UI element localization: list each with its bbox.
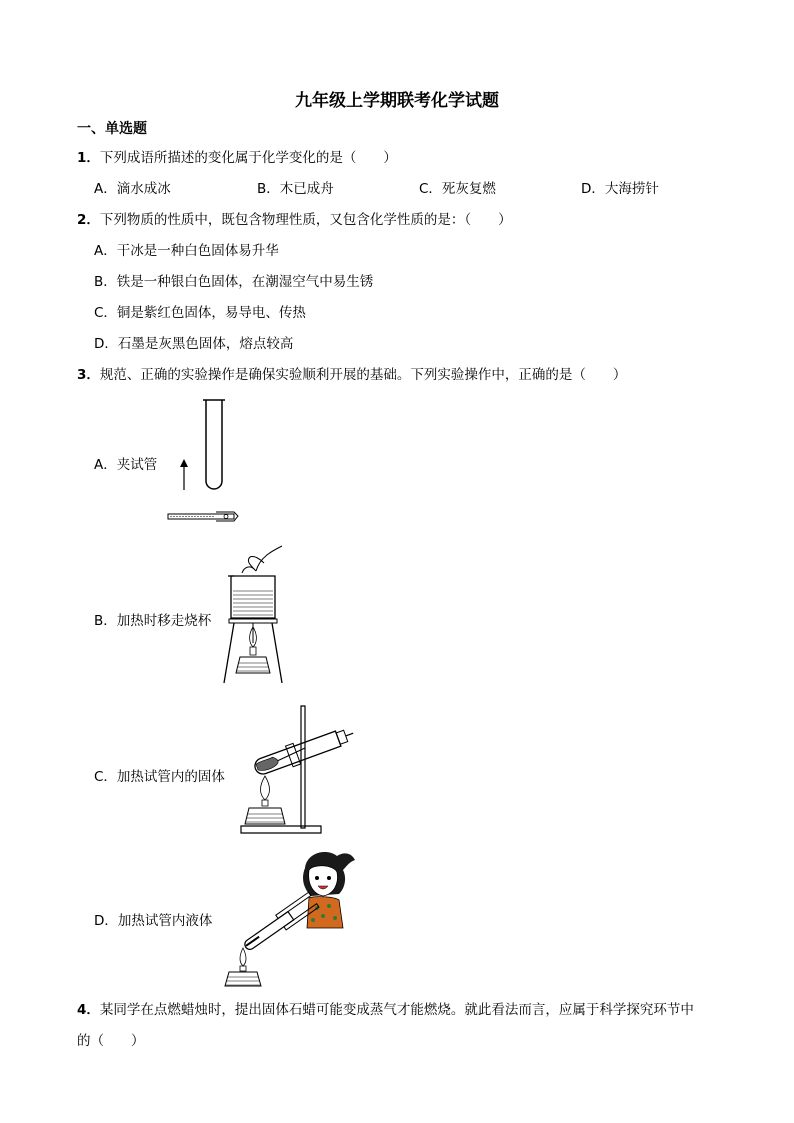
question-1 — [77, 146, 397, 166]
q2-option-d: D．石墨是灰黑色固体，熔点较高 — [94, 336, 294, 352]
test-tube-holder-illustration — [160, 395, 250, 530]
question-2 — [77, 208, 512, 228]
page-title: 九年级上学期联考化学试题 — [295, 91, 499, 111]
q1-option-c: C．死灰复燃 — [419, 181, 496, 197]
question-text: 某同学在点燃蜡烛时，提出固体石蜡可能变成蒸气才能燃烧。就此看法而言，应属于科学探究环节中 — [99, 1002, 694, 1018]
question-number: 1． — [77, 150, 100, 166]
q3-option-a: A．夹试管 — [94, 457, 158, 473]
question-number: 4． — [77, 1002, 100, 1018]
q3-option-d: D．加热试管内液体 — [94, 913, 213, 929]
question-4 — [77, 998, 694, 1018]
q3-option-b: B．加热时移走烧杯 — [94, 613, 212, 629]
liquid-heating-illustration — [225, 848, 360, 990]
q1-option-d: D．大海捞针 — [581, 181, 659, 197]
question-text: 下列成语所描述的变化属于化学变化的是（ ） — [99, 150, 397, 166]
question-text: 规范、正确的实验操作是确保实验顺利开展的基础。下列实验操作中，正确的是（ ） — [99, 367, 627, 383]
q2-option-a: A．干冰是一种白色固体易升华 — [94, 243, 279, 259]
question-text: 下列物质的性质中，既包含物理性质，又包含化学性质的是：（ ） — [99, 212, 512, 228]
q2-option-b: B．铁是一种银白色固体，在潮湿空气中易生锈 — [94, 274, 374, 290]
q1-option-b: B．木已成舟 — [257, 181, 334, 197]
section-heading: 一、单选题 — [77, 121, 147, 137]
question-4-continuation: 的（ ） — [77, 1033, 145, 1049]
q3-option-c: C．加热试管内的固体 — [94, 769, 225, 785]
question-3 — [77, 363, 626, 383]
beaker-heating-illustration — [220, 543, 290, 688]
q1-option-a: A．滴水成冰 — [94, 181, 171, 197]
q2-option-c: C．铜是紫红色固体，易导电、传热 — [94, 305, 306, 321]
question-number: 2． — [77, 212, 100, 228]
question-number: 3． — [77, 367, 100, 383]
solid-heating-illustration — [235, 704, 355, 837]
